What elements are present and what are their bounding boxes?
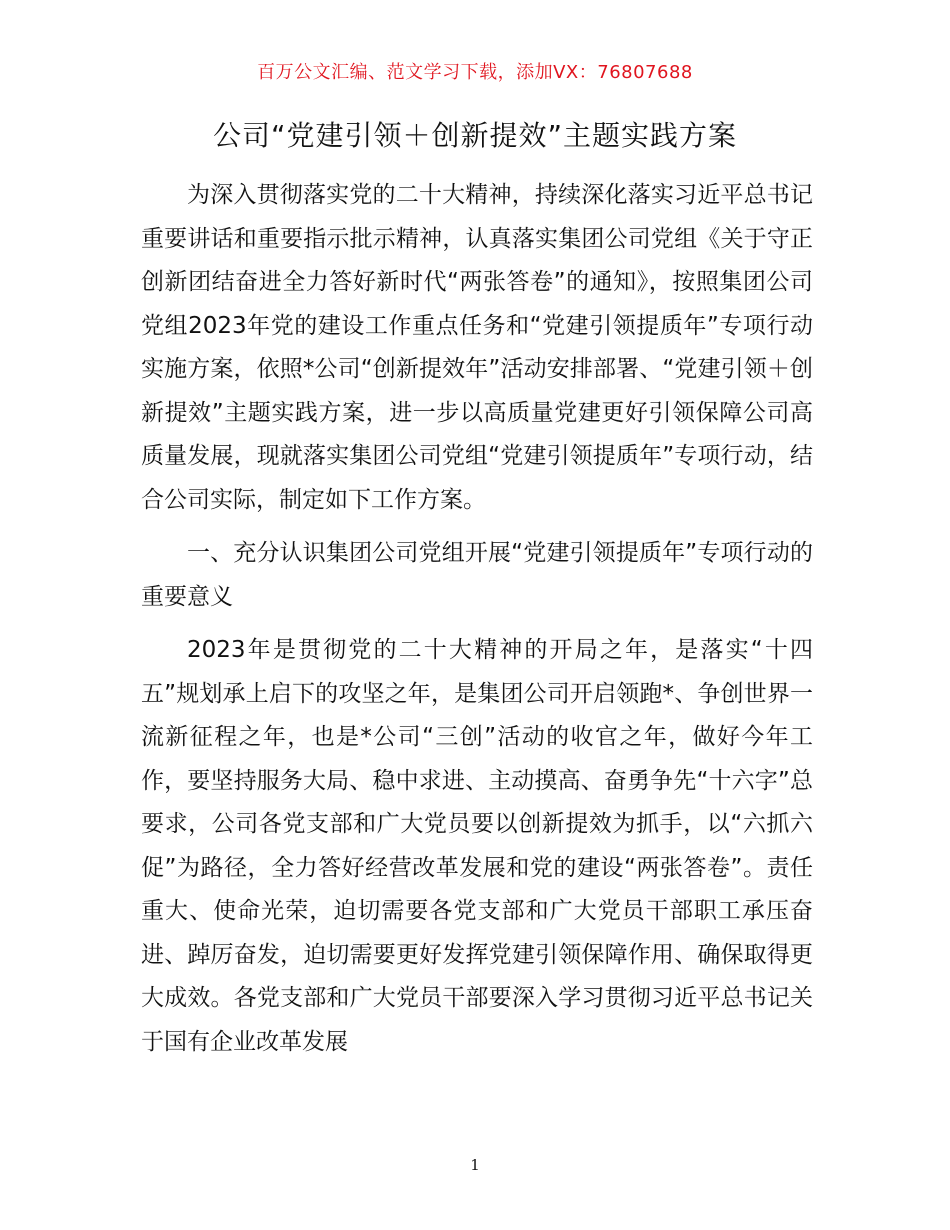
- page-number: 1: [470, 1156, 480, 1174]
- document-body: [141, 174, 813, 1064]
- section-heading-1: 一、充分认识集团公司党组开展“党建引领提质年”专项行动的重要意义: [141, 540, 813, 610]
- paragraph-intro: 为深入贯彻落实党的二十大精神，持续深化落实习近平总书记重要讲话和重要指示批示精神，认真落实集团公司党组《关于守正创新团结奋进全力答好新时代“两张答卷”的通知》，按照集团公司党组2023年党的建设工作重点任务和“党建引领提质年”专项行动实施方案，依照*公司“创新提效年”活动安排部署、“党建引领＋创新提效”主题实践方案，进一步以高质量党建更好引领保障公司高质量发展，现就落实集团公司党组“党建引领提质年”专项行动，结合公司实际，制定如下工作方案。: [141, 182, 813, 513]
- watermark-banner: 百万公文汇编、范文学习下载，添加VX：76807688: [257, 62, 693, 83]
- document-title: 公司“党建引领＋创新提效”主题实践方案: [212, 119, 737, 152]
- paragraph-2023: 2023年是贯彻党的二十大精神的开局之年，是落实“十四五”规划承上启下的攻坚之年，是集团公司开启领跑*、争创世界一流新征程之年，也是*公司“三创”活动的收官之年，做好今年工作，要坚持服务大局、稳中求进、主动摸高、奋勇争先“十六字”总要求，公司各党支部和广大党员要以创新提效为抓手，以“六抓六促”为路径，全力答好经营改革发展和党的建设“两张答卷”。责任重大、使命光荣，迫切需要各党支部和广大党员干部职工承压奋进、踔厉奋发，迫切需要更好发挥党建引领保障作用、确保取得更大成效。各党支部和广大党员干部要深入学习贯彻习近平总书记关于国有企业改革发展: [141, 637, 813, 1055]
